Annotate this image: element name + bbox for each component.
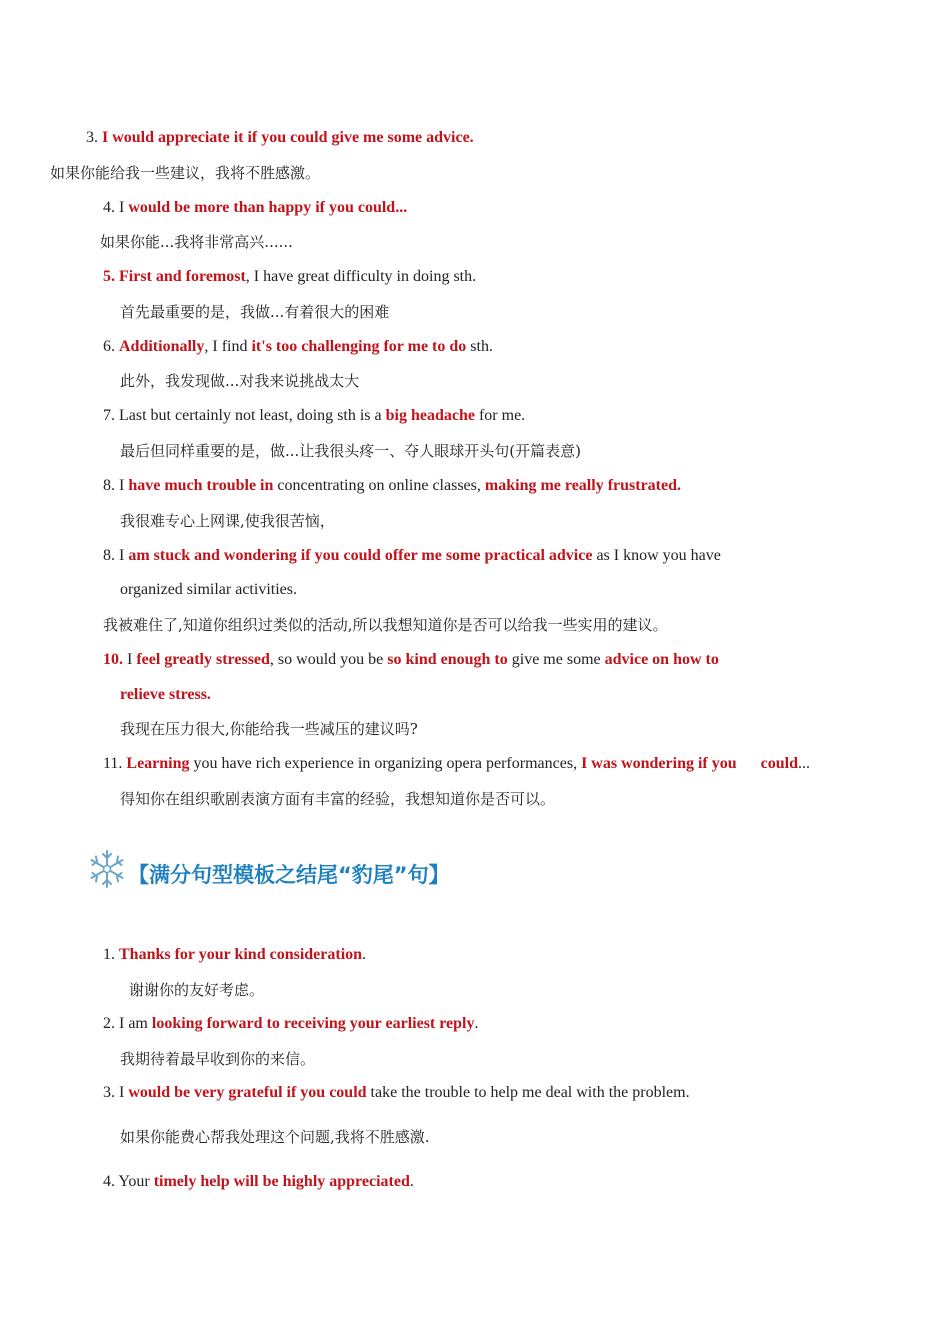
plain-text: 3. [86,129,102,146]
plain-text: 8. I [103,547,129,564]
highlighted-phrase: Additionally [119,338,205,355]
highlighted-phrase: big headache [385,407,475,424]
translation-line [120,789,555,809]
translation-line [120,1127,430,1147]
highlighted-phrase: relieve stress. [120,686,211,703]
highlighted-phrase: could [760,755,798,772]
highlighted-phrase: am stuck and wondering if you could offer me some practical advice [128,547,593,564]
highlighted-phrase: Thanks for your kind consideration [119,946,363,963]
translation-line [120,441,581,461]
plain-text: 6. [103,338,119,355]
plain-text: 7. Last but certainly not least, doing sth is a [103,407,386,424]
highlighted-phrase: looking forward to receiving your earliest reply [151,1015,475,1032]
plain-text: . [409,1173,414,1190]
highlighted-phrase: timely help will be highly appreciated [153,1173,410,1190]
plain-text: 1. [103,946,119,963]
highlighted-phrase: 5. First and foremost [103,268,246,285]
sentence-line [103,337,493,357]
highlighted-phrase: it's too challenging for me to do [251,338,467,355]
highlighted-phrase: Learning [126,755,190,772]
plain-text: 11. [103,755,127,772]
highlighted-phrase: 10. [103,651,123,668]
translation-line [120,511,335,531]
snowflake-icon [86,848,128,890]
plain-text: , I have great difficulty in doing sth. [245,268,477,285]
plain-text: 3. I [103,1084,129,1101]
plain-text: 8. I [103,477,129,494]
highlighted-phrase: making me really frustrated. [484,477,682,494]
plain-text: 4. I [103,199,129,216]
plain-text: 谢谢你的友好考虑。 [129,981,265,999]
plain-text: give me some [507,651,605,668]
plain-text: 2. I am [103,1015,152,1032]
sentence-line [103,476,681,496]
highlighted-phrase: would be more than happy if you could... [128,199,408,216]
plain-text: sth. [466,338,493,355]
sentence-line [103,650,719,670]
plain-text: I [123,651,137,668]
plain-text: . [362,946,367,963]
plain-text: you have rich experience in organizing opera performances, [189,755,582,772]
sentence-line [103,1083,690,1103]
sentence-line [120,580,297,600]
translation-line [129,980,264,1000]
plain-text: organized similar activities. [120,581,297,598]
sentence-line [103,406,525,426]
plain-text: 我很难专心上网课,使我很苦恼， [120,512,335,530]
plain-text: ... [797,755,810,772]
sentence-line [103,945,366,965]
plain-text: take the trouble to help me deal with the problem. [366,1084,690,1101]
translation-line [120,719,418,739]
highlighted-phrase: feel greatly stressed [136,651,270,668]
section-title: 【满分句型模板之结尾“豹尾”句】 [128,863,450,887]
sentence-line [103,267,476,287]
sentence-line [120,685,211,705]
plain-text: . [474,1015,479,1032]
sentence-line [103,1172,414,1192]
translation-line [50,163,320,183]
highlighted-phrase: have much trouble in [128,477,274,494]
plain-text: 我现在压力很大,你能给我一些减压的建议吗? [120,720,418,738]
plain-text: 最后但同样重要的是，做...让我很头疼一、夺人眼球开头句(开篇表意) [120,442,582,460]
translation-line [120,1049,315,1069]
sentence-line [103,546,721,566]
plain-text: , I find [204,338,252,355]
translation-line [120,371,359,391]
plain-text: 此外，我发现做...对我来说挑战太大 [120,372,360,390]
plain-text: 如果你能费心帮我处理这个问题,我将不胜感激. [120,1128,430,1146]
translation-line [100,232,293,252]
plain-text: 得知你在组织歌剧表演方面有丰富的经验，我想知道你是否可以。 [120,790,556,808]
plain-text: concentrating on online classes, [273,477,485,494]
plain-text: for me. [474,407,526,424]
highlighted-phrase: I would appreciate it if you could give me some advice. [102,129,474,146]
highlighted-phrase: would be very grateful if you could [128,1084,367,1101]
plain-text [737,755,761,772]
sentence-line [103,198,407,218]
highlighted-phrase: I was wondering if you [581,755,737,772]
plain-text: 首先最重要的是，我做...有着很大的困难 [120,303,390,321]
plain-text: 我被难住了,知道你组织过类似的活动,所以我想知道你是否可以给我一些实用的建议。 [103,616,668,634]
sentence-line [103,1014,479,1034]
plain-text: 我期待着最早收到你的来信。 [120,1050,316,1068]
highlighted-phrase: advice on how to [604,651,719,668]
plain-text: as I know you have [592,547,721,564]
highlighted-phrase: so kind enough to [387,651,508,668]
plain-text: , so would you be [269,651,388,668]
plain-text: 4. Your [103,1173,154,1190]
translation-line [103,615,668,635]
sentence-line [86,128,474,148]
plain-text: 如果你能...我将非常高兴...... [100,233,293,251]
sentence-line [103,754,810,774]
plain-text: 如果你能给我一些建议，我将不胜感激。 [50,164,321,182]
translation-line [120,302,389,322]
section-header-ending-sentences [86,846,450,892]
